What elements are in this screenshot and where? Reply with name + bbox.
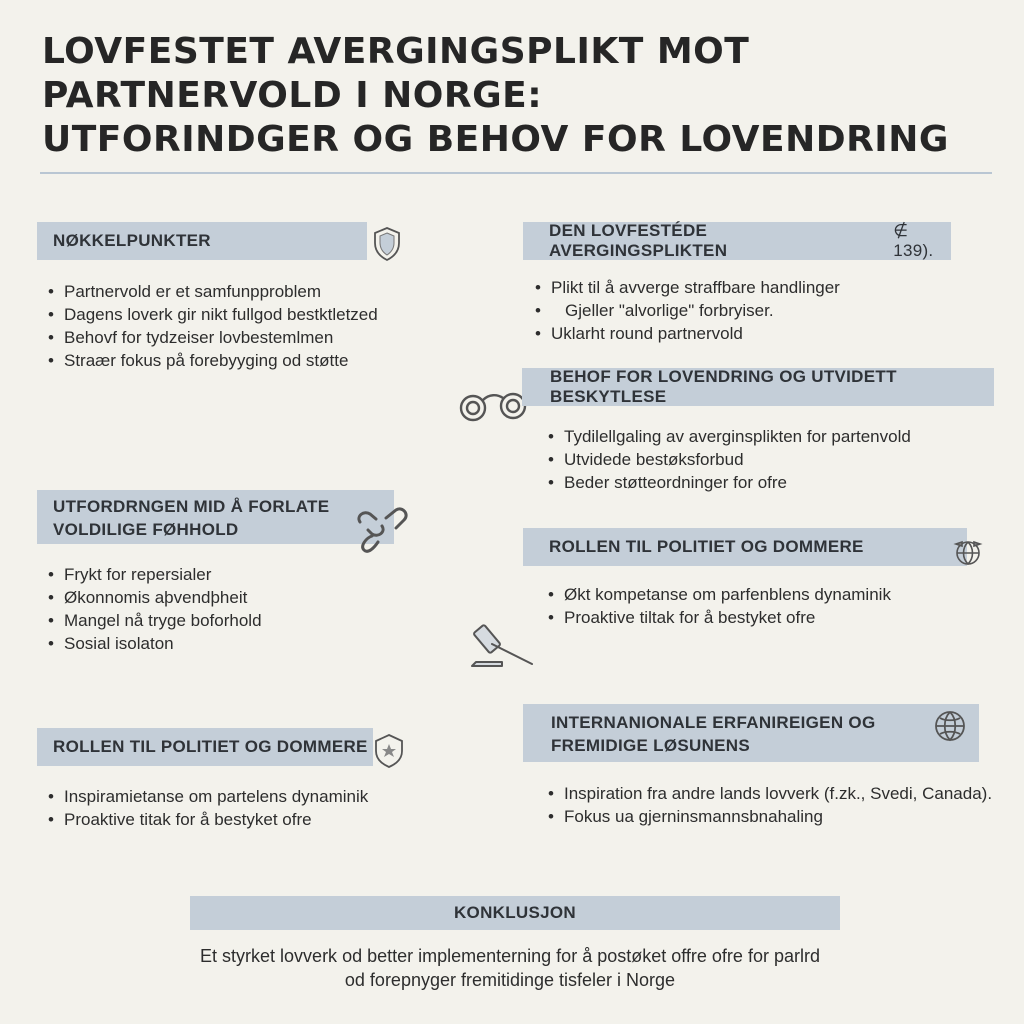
globe-icon bbox=[933, 709, 967, 743]
section-title-suffix: ∉ 139). bbox=[893, 221, 934, 260]
gavel-icon bbox=[468, 622, 538, 672]
list-item: • Straær fokus på forebyyging od støtte bbox=[48, 349, 378, 372]
list-item: • Økonnomis aþvendþheit bbox=[48, 586, 262, 609]
list-behof bbox=[548, 425, 911, 494]
section-header-rollen-right bbox=[523, 528, 967, 566]
conclusion-line-2: od forepnyger fremitidinge tisfeler i Norge bbox=[344, 970, 676, 990]
list-item: • Inspiration fra andre lands lovverk (f.zk., Svedi, Canada). bbox=[548, 782, 992, 805]
page-title bbox=[42, 30, 1002, 162]
list-rollen-right bbox=[548, 583, 891, 629]
conclusion-line-1: Et styrket lovverk od better implementerning for å postøket offre ofre for parlrd bbox=[200, 946, 820, 966]
list-item: • Sosial isolaton bbox=[48, 632, 262, 655]
list-item: • Inspiramietanse om partelens dynaminik bbox=[48, 785, 368, 808]
list-internasjonale bbox=[548, 782, 992, 828]
list-item: • Partnervold er et samfunpproblem bbox=[48, 280, 378, 303]
conclusion-text bbox=[150, 944, 870, 992]
list-item: • Proaktive titak for å bestyket ofre bbox=[48, 808, 368, 831]
section-title-line-1: INTERNANIONALE ERFANIREIGEN OG bbox=[551, 713, 876, 732]
handcuffs-icon bbox=[457, 384, 531, 424]
section-header-nokkelpunkter bbox=[37, 222, 367, 260]
list-rollen-left bbox=[48, 785, 368, 831]
list-item: • Tydilellgaling av averginsplikten for partenvold bbox=[548, 425, 911, 448]
list-utfordringer bbox=[48, 563, 262, 655]
list-item: • Fokus ua gjerninsmannsbnahaling bbox=[548, 805, 992, 828]
title-line-2: PARTNERVOLD I NORGE: bbox=[42, 75, 543, 116]
list-item: • Mangel nå tryge boforhold bbox=[48, 609, 262, 632]
section-title: KONKLUSJON bbox=[453, 903, 576, 922]
section-title: ROLLEN TIL POLITIET OG DOMMERE bbox=[549, 537, 864, 556]
list-item: • Proaktive tiltak for å bestyket ofre bbox=[548, 606, 891, 629]
section-header-konklusjon bbox=[190, 896, 840, 930]
list-item: • Dagens loverk gir nikt fullgod bestktletzed bbox=[48, 303, 378, 326]
globe-scales-icon bbox=[952, 536, 984, 568]
section-header-utfordringer bbox=[37, 490, 394, 544]
section-header-rollen-left bbox=[37, 728, 373, 766]
section-title-line-2: FREMIDIGE LØSUNENS bbox=[551, 736, 751, 755]
section-header-behof bbox=[522, 368, 994, 406]
list-item: • Beder støtteordninger for ofre bbox=[548, 471, 911, 494]
list-item: • Behovf for tydzeiser lovbestemlmen bbox=[48, 326, 378, 349]
list-nokkelpunkter bbox=[48, 280, 378, 372]
list-item: • Utvidede bestøksforbud bbox=[548, 448, 911, 471]
shield-icon bbox=[372, 226, 402, 262]
section-header-plikten bbox=[523, 222, 951, 260]
section-title: NØKKELPUNKTER bbox=[53, 231, 211, 250]
list-plikten bbox=[535, 276, 840, 345]
section-header-internasjonale bbox=[523, 704, 979, 762]
list-item: • Frykt for repersialer bbox=[48, 563, 262, 586]
section-title: DEN LOVFESTÉDE AVERGINGSPLIKTEN bbox=[549, 221, 728, 260]
section-title: BEHOF FOR LOVENDRING OG UTVIDETT BESKYTLESE bbox=[550, 367, 897, 406]
section-title-line-1: UTFORDRNGEN MID Å FORLATE bbox=[53, 497, 330, 516]
list-item: • Gjeller "alvorlige" forbryiser. bbox=[535, 299, 840, 322]
police-badge-icon bbox=[374, 733, 404, 769]
list-item: • Uklarht round partnervold bbox=[535, 322, 840, 345]
title-divider bbox=[40, 172, 992, 174]
section-title-line-2: VOLDILIGE FØHHOLD bbox=[53, 520, 239, 539]
list-item: • Økt kompetanse om parfenblens dynaminik bbox=[548, 583, 891, 606]
section-title: ROLLEN TIL POLITIET OG DOMMERE bbox=[53, 737, 368, 756]
title-line-1: LOVFESTET AVERGINGSPLIKT MOT bbox=[42, 31, 750, 72]
title-line-3: UTFORINDGER OG BEHOV FOR LOVENDRING bbox=[42, 119, 949, 160]
list-item: • Plikt til å avverge straffbare handlinger bbox=[535, 276, 840, 299]
broken-chain-icon bbox=[352, 506, 412, 560]
